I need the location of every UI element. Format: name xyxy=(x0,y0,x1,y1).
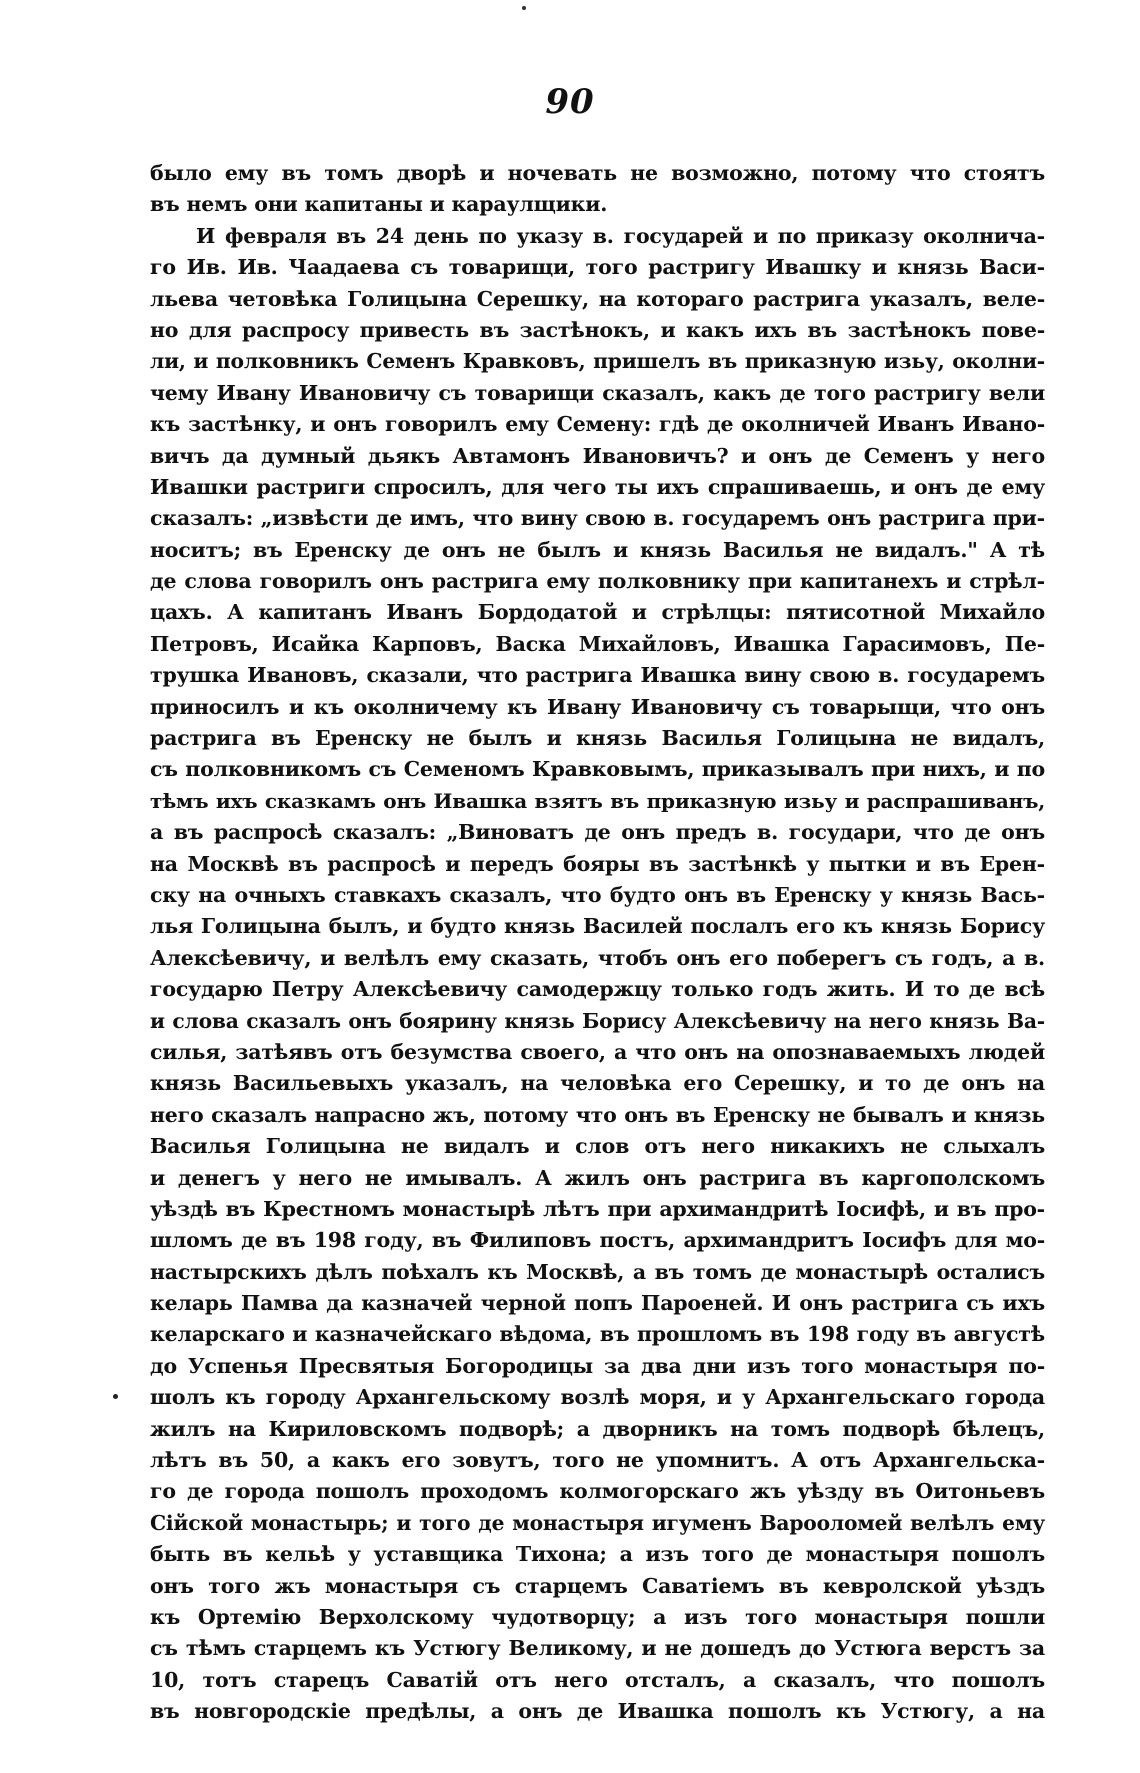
text-line: лѣтъ въ 50, а какъ его зовутъ, того не упомнитъ. А отъ Архангельска- xyxy=(150,1448,1045,1473)
text-line: но для распросу привесть въ застѣнокъ, и какъ ихъ въ застѣнокъ пове- xyxy=(150,317,1045,342)
text-line: Ивашки растриги спросилъ, для чего ты ихъ спрашиваешь, и онъ де ему xyxy=(150,474,1045,499)
text-line: къ застѣнку, и онъ говорилъ ему Семену: гдѣ де околничей Иванъ Ивано- xyxy=(150,412,1045,437)
text-line: келарскаго и казначейскаго вѣдома, въ прошломъ въ 198 году въ августѣ xyxy=(150,1322,1045,1347)
text-line: трушка Ивановъ, сказали, что растрига Ивашка вину свою в. государемъ xyxy=(150,663,1045,688)
text-line: быть въ кельѣ у уставщика Тихона; а изъ того де монастыря пошолъ xyxy=(150,1542,1045,1567)
text-line: было ему въ томъ дворѣ и ночевать не возможно, потому что стоятъ xyxy=(150,161,1045,185)
text-line: государю Петру Алексѣевичу самодержцу только годъ жить. И то де всѣ xyxy=(150,977,1045,1002)
text-line: цахъ. А капитанъ Иванъ Бордодатой и стрѣлцы: пятисотной Михайло xyxy=(150,600,1045,625)
text-line: носитъ; въ Еренску де онъ не былъ и князь Василья не видалъ." А тѣ xyxy=(150,537,1045,562)
text-line: тѣмъ ихъ сказкамъ онъ Ивашка взятъ въ приказную изьу и распрашиванъ, xyxy=(150,788,1045,813)
text-line: ли, и полковникъ Семенъ Кравковъ, пришелъ въ приказную изьу, околни- xyxy=(150,349,1045,374)
text-line: съ полковникомъ съ Семеномъ Кравковымъ, приказывалъ при нихъ, и по xyxy=(150,757,1045,782)
text-line: И февраля въ 24 день по указу в. государей и по приказу околнича- xyxy=(196,223,1045,248)
text-line: и денегъ у него не имывалъ. А жилъ онъ растрига въ каргополскомъ xyxy=(150,1165,1045,1190)
text-line: шолъ къ городу Архангельскому возлѣ моря, и у Архангельскаго города xyxy=(150,1385,1045,1410)
text-line: приносилъ и къ околничему къ Ивану Ивановичу съ товарыщи, что онъ xyxy=(150,694,1045,719)
text-line: Василья Голицына не видалъ и слов отъ него никакихъ не слыхалъ xyxy=(150,1134,1045,1159)
text-line: жилъ на Кириловскомъ подворѣ; а дворникъ на томъ подворѣ бѣлецъ, xyxy=(150,1416,1045,1441)
text-line: лья Голицына былъ, и будто князь Василей послалъ его къ князь Борису xyxy=(150,914,1045,939)
text-line: въ новгородскіе предѣлы, а онъ де Ивашка пошолъ къ Устюгу, а на xyxy=(150,1699,1045,1724)
text-line: 10, тотъ старецъ Саватій отъ него отсталъ, а сказалъ, что пошолъ xyxy=(150,1667,1045,1692)
text-line: вичъ да думный дьякъ Автамонъ Ивановичъ? и онъ де Семенъ у него xyxy=(150,443,1045,468)
text-line: Сійской монастырь; и того де монастыря игуменъ Варооломей велѣлъ ему xyxy=(150,1510,1045,1535)
text-line: сказалъ: „извѣсти де имъ, что вину свою в. государемъ онъ растрига при- xyxy=(150,506,1045,531)
text-line: го Ив. Ив. Чаадаева съ товарищи, того растригу Ивашку и князь Васи- xyxy=(150,255,1045,280)
text-line: Петровъ, Исайка Карповъ, Васка Михайловъ, Ивашка Гарасимовъ, Пе- xyxy=(150,631,1045,656)
text-line: уѣздѣ въ Крестномъ монастырѣ лѣтъ при архимандритѣ Іосифѣ, и въ про- xyxy=(150,1196,1045,1221)
print-speck xyxy=(522,6,526,10)
text-line: а въ распросѣ сказалъ: „Виноватъ де онъ предъ в. государи, что де онъ xyxy=(150,820,1045,845)
text-line: него сказалъ напрасно жъ, потому что онъ въ Еренску не бывалъ и князь xyxy=(150,1102,1045,1127)
text-line: ску на очныхъ ставкахъ сказалъ, что будто онъ въ Еренску у князь Вась- xyxy=(150,882,1045,907)
text-line: до Успенья Пресвятыя Богородицы за два дни изъ того монастыря по- xyxy=(150,1353,1045,1378)
text-line: въ немъ они капитаны и караулщики. xyxy=(150,192,608,217)
text-line: го де города пошолъ проходомъ колмогорскаго жъ уѣзду въ Оитоньевъ xyxy=(150,1479,1045,1504)
text-line: онъ того жъ монастыря съ старцемъ Саватіемъ въ кевролской уѣздъ xyxy=(150,1573,1045,1598)
text-line: келарь Памва да казначей черной попъ Пароеней. И онъ растрига съ ихъ xyxy=(150,1291,1045,1316)
text-line: шломъ де въ 198 году, въ Филиповъ постъ, архимандритъ Іосифъ для мо- xyxy=(150,1228,1045,1253)
text-line: на Москвѣ въ распросѣ и передъ бояры въ застѣнкѣ у пытки и въ Ерен- xyxy=(150,851,1045,876)
text-line: чему Ивану Ивановичу съ товарищи сказалъ, какъ де того растригу вели xyxy=(150,380,1045,405)
text-line: настырскихъ дѣлъ поѣхалъ къ Москвѣ, а въ томъ де монастырѣ осталисъ xyxy=(150,1259,1045,1284)
text-line: растрига въ Еренску не былъ и князь Василья Голицына не видалъ, xyxy=(150,726,1045,751)
text-line: льева четовѣка Голицына Серешку, на котораго растрига указалъ, веле- xyxy=(150,286,1045,311)
text-line: съ тѣмъ старцемъ къ Устюгу Великому, и не дошедъ до Устюга верстъ за xyxy=(150,1636,1045,1661)
text-line: князь Васильевыхъ указалъ, на человѣка его Серешку, и то де онъ на xyxy=(150,1071,1045,1096)
text-line: и слова сказалъ онъ боярину князь Борису Алексѣевичу на него князь Ва- xyxy=(150,1008,1045,1033)
text-line: де слова говорилъ онъ растрига ему полковнику при капитанехъ и стрѣл- xyxy=(150,569,1045,594)
page-number: 90 xyxy=(545,82,595,122)
text-line: къ Ортемію Верхолскому чудотворцу; а изъ того монастыря пошли xyxy=(150,1604,1045,1629)
body-text xyxy=(150,158,1045,1728)
text-line: Алексѣевичу, и велѣлъ ему сказать, чтобъ онъ его поберегъ съ годъ, а в. xyxy=(150,945,1045,970)
margin-mark xyxy=(113,1394,118,1399)
text-line: силья, затѣявъ отъ безумства своего, а что онъ на опознаваемыхъ людей xyxy=(150,1039,1045,1064)
